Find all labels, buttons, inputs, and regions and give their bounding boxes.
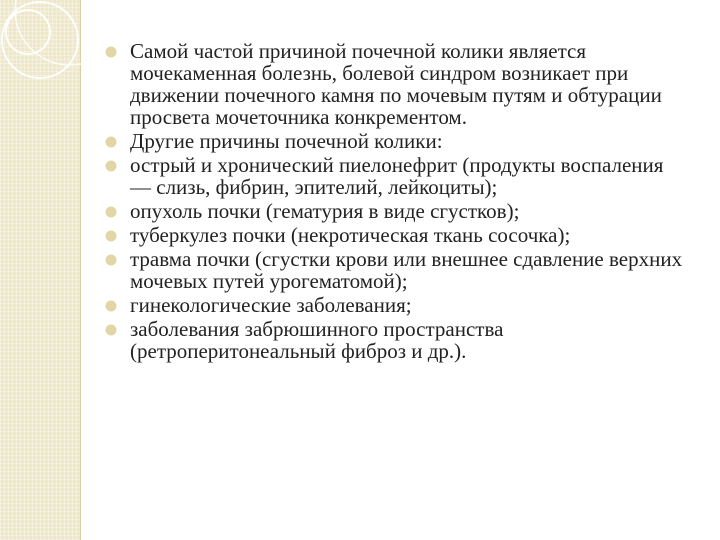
bullet-item-6 (100, 248, 685, 292)
bullet-icon (105, 160, 117, 172)
bullet-item-8 (100, 318, 685, 362)
bullet-icon (105, 206, 117, 218)
bullet-icon (105, 46, 117, 58)
bullet-icon (105, 300, 117, 312)
bullet-item-1 (100, 40, 685, 128)
bullet-item-3 (100, 154, 685, 198)
bullet-text-2: Другие причины почечной колики: (130, 129, 443, 153)
bullet-icon (105, 254, 117, 266)
slide-content (100, 40, 685, 364)
bullet-text-6: травма почки (сгустки крови или внешнее сдавление верхних мочевых путей урогематомой); (130, 247, 683, 293)
bullet-text-5: туберкулез почки (некротическая ткань сосочка); (130, 223, 571, 247)
bullet-icon (105, 136, 117, 148)
bullet-item-5 (100, 224, 685, 246)
bullet-icon (105, 324, 117, 336)
bullet-icon (105, 230, 117, 242)
bullet-item-7 (100, 294, 685, 316)
bullet-text-3: острый и хронический пиелонефрит (продукты воспаления — слизь, фибрин, эпителий, лейкоциты); (130, 153, 664, 199)
bullet-item-2 (100, 130, 685, 152)
bullet-text-8: заболевания забрюшинного пространства (ретроперитонеальный фиброз и др.). (130, 317, 504, 363)
bullet-list (100, 40, 685, 362)
bullet-text-7: гинекологические заболевания; (130, 293, 412, 317)
bullet-text-1: Самой частой причиной почечной колики является мочекаменная болезнь, болевой синдром возникает при движении почечного камня по мочевым путям и обтурации просвета мочеточника конкрементом. (130, 39, 662, 129)
bullet-item-4 (100, 200, 685, 222)
bullet-text-4: опухоль почки (гематурия в виде сгустков); (130, 199, 520, 223)
